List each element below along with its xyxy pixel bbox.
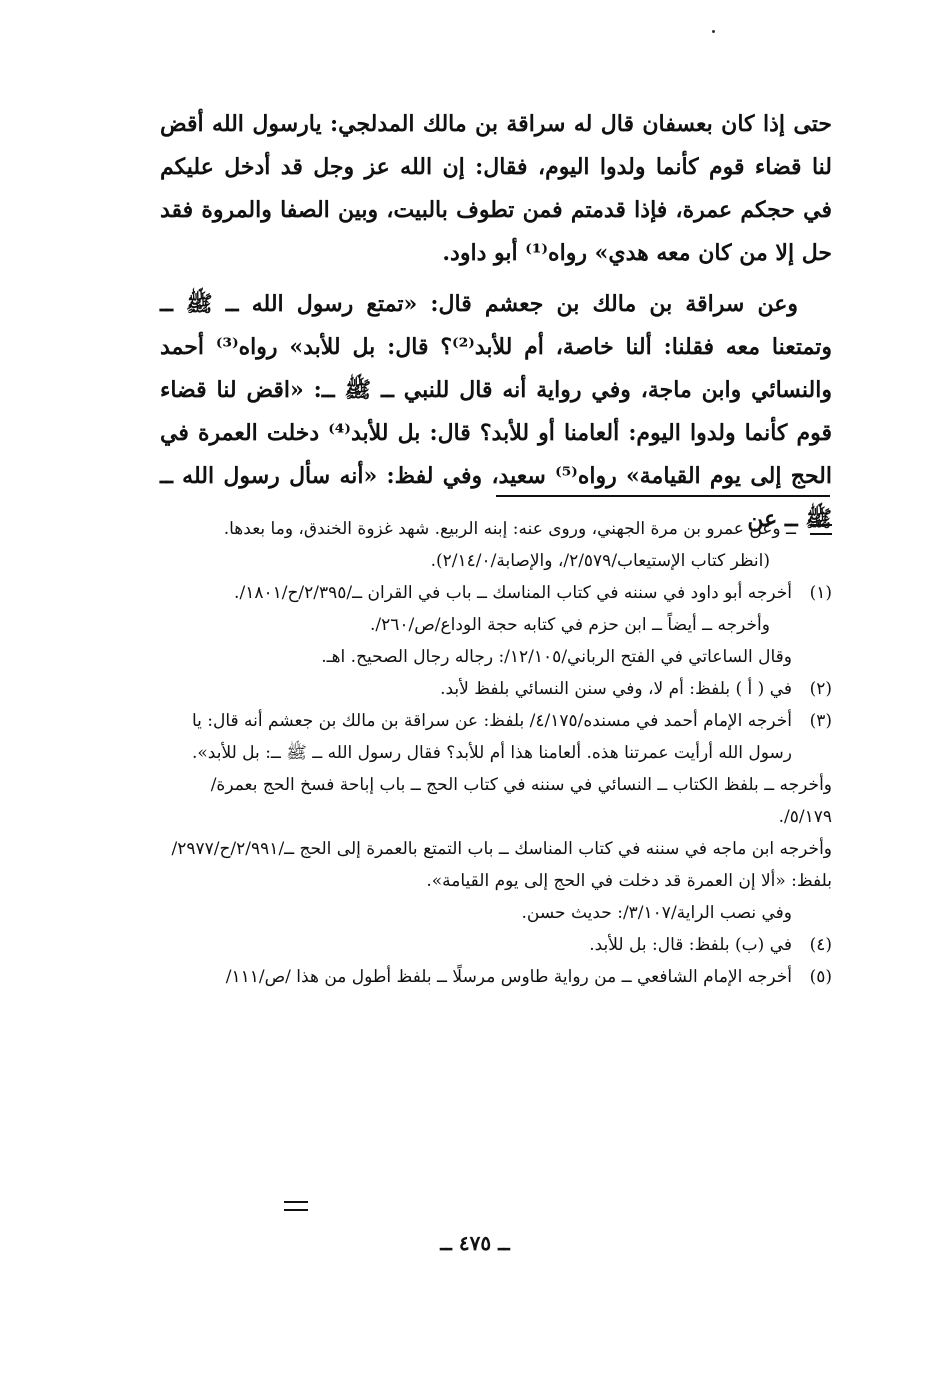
footnote-3-line-4: وفي نصب الراية/٣/١٠٧/: حديث حسن. (521, 903, 792, 923)
footnote-line: وأخرجه ــ أيضاً ــ ابن حزم في كتابه حجة الوداع/ص/٢٦٠/. (369, 615, 770, 635)
footnote-carryover-ref: (انظر كتاب الإستيعاب/٢/٥٧٩/، والإصابة/٢/١٤/٠). (430, 551, 770, 571)
footnote-1 (160, 577, 832, 673)
footnote-separator (496, 495, 830, 497)
page-number: ــ ٤٧٥ ــ (440, 1231, 510, 1255)
footnote-line: في (ب) بلفظ: قال: بل للأبد. (589, 935, 792, 955)
main-text-block (160, 103, 832, 541)
footnote-line: أخرجه أبو داود في سننه في كتاب المناسك ــ باب في القران ــ/٢/٣٩٥/ح/١٨٠١/. (234, 583, 792, 603)
footnote-number: (٥) (809, 967, 832, 987)
footnote-number: (٢) (809, 679, 832, 699)
scan-speck (712, 30, 715, 33)
footnote-3 (160, 705, 832, 769)
continuation-mark-icon (284, 1201, 308, 1211)
footnote-number: (١) (809, 583, 832, 603)
footnote-5 (160, 961, 832, 993)
footnote-carryover: ــ وعن عمرو بن مرة الجهني، وروى عنه: إبنه الربيع. شهد غزوة الخندق، وما بعدها. (160, 513, 832, 545)
footnote-3-line-2: وأخرجه ــ بلفظ الكتاب ــ النسائي في سننه في كتاب الحج ــ باب إباحة فسخ الحج بعمرة/٥/١٧٩/. (210, 775, 832, 827)
footnote-number: (٣) (809, 711, 832, 731)
paragraph-1: حتى إذا كان بعسفان قال له سراقة بن مالك المدلجي: يارسول الله أقض لنا قضاء قوم كأنما ولدوا اليوم، فقال: إن الله عز وجل قد أدخل عليكم في حجكم عمرة، فإذا قدمتم فمن تطوف بالبيت، وبين الصفا والمروة فقد حل إلا من كان معه هدي» رواه⁽¹⁾ أبو داود. (160, 111, 832, 266)
footnotes-block (160, 513, 832, 993)
paragraph-2: وعن سراقة بن مالك بن جعشم قال: «تمتع رسول الله ــ ﷺ ــ وتمتعنا معه فقلنا: ألنا خاصة، أم للأبد⁽²⁾؟ قال: بل للأبد» رواه⁽³⁾ أحمد والنسائي وابن ماجة، وفي رواية أنه قال للنبي ــ ﷺ ــ: «اقض لنا قضاء قوم كأنما ولدوا اليوم: ألعامنا أو للأبد؟ قال: بل للأبد⁽⁴⁾ دخلت العمرة في الحج إلى يوم القيامة» رواه⁽⁵⁾ سعيد، وفي لفظ: «أنه سأل رسول الله ــ ﷺ ــ عن (160, 291, 832, 532)
footnote-line: أخرجه الإمام أحمد في مسنده/٤/١٧٥/ بلفظ: عن سراقة بن مالك بن جعشم أنه قال: يا رسول الله أرأيت عمرتنا هذه. ألعامنا هذا أم للأبد؟ فقال رسول الله ــ ﷺ ــ: بل للأبد». (191, 711, 792, 763)
footnote-4 (160, 929, 832, 961)
footnote-number: (٤) (809, 935, 832, 955)
continuation-mark-icon (810, 524, 832, 535)
footnote-line: أخرجه الإمام الشافعي ــ من رواية طاوس مرسلًا ــ بلفظ أطول من هذا /ص/١١١/ (225, 967, 792, 987)
footnote-3-line-3: وأخرجه ابن ماجه في سننه في كتاب المناسك ــ باب التمتع بالعمرة إلى الحج ــ/٢/٩٩١/ح/٢٩٧٧/ بلفظ: «ألا إن العمرة قد دخلت في الحج إلى يوم القيامة». (171, 839, 832, 891)
footnote-line: وقال الساعاتي في الفتح الرباني/١٢/١٠٥/: رجاله رجال الصحيح. اهـ. (321, 647, 792, 667)
footnote-line: في ( أ ) بلفظ: أم لا، وفي سنن النسائي بلفظ لأبد. (440, 679, 792, 699)
footnote-2 (160, 673, 832, 705)
